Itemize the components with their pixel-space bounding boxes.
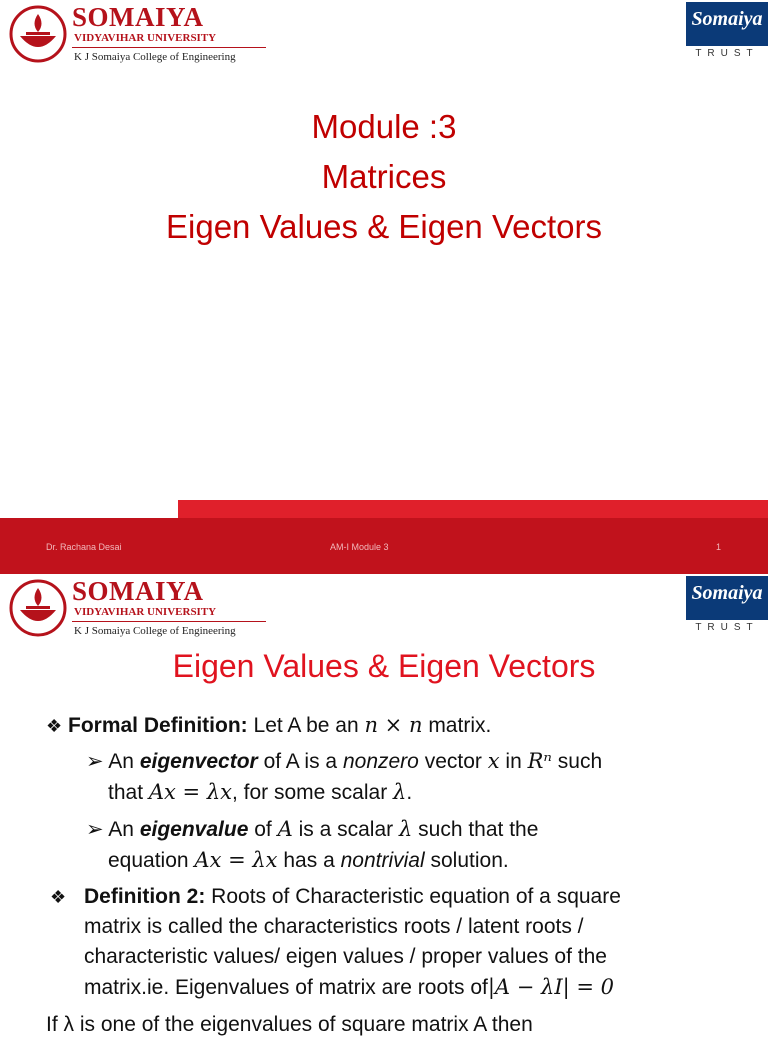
footer-course: AM-I Module 3 — [330, 542, 389, 552]
eval-text-7: solution. — [430, 849, 509, 872]
def1-text-post: matrix. — [428, 714, 492, 737]
trust-logo — [686, 2, 768, 64]
eval-text-1: An — [108, 818, 134, 841]
trust-logo-word: Somaiya — [691, 582, 763, 604]
ev-text-6: that — [108, 781, 144, 804]
somaiya-logo — [8, 2, 268, 68]
slide-2 — [0, 574, 768, 1036]
eval-text-4: such that the — [418, 818, 539, 841]
footer-bar — [0, 518, 768, 574]
title-matrices: Matrices — [321, 158, 447, 195]
nontrivial-emphasis: nontrivial — [340, 849, 425, 872]
arrow-bullet-icon: ➢ — [86, 818, 104, 841]
brand-name: SOMAIYA — [72, 2, 204, 32]
university-name: VIDYAVIHAR UNIVERSITY — [74, 32, 217, 44]
slide-title: Eigen Values & Eigen Vectors — [172, 648, 596, 684]
title-topic: Eigen Values & Eigen Vectors — [166, 208, 602, 245]
logo-divider — [72, 47, 266, 48]
trust-label: TRUST — [695, 622, 759, 633]
def2-line-3: characteristic values/ eigen values / proper values of the — [84, 945, 607, 968]
eval-math-eq: Ax = λx — [194, 848, 278, 872]
footer-accent-bar — [178, 500, 768, 518]
partial-line: If λ is one of the eigenvalues of square matrix A then — [46, 1013, 533, 1036]
eval-text-5: equation — [108, 849, 189, 872]
definition-2-label: Definition 2: — [84, 885, 206, 908]
university-name: VIDYAVIHAR UNIVERSITY — [74, 606, 217, 618]
title-module: Module :3 — [311, 108, 457, 145]
def1-text-pre: Let A be an — [253, 714, 359, 737]
eigenvector-term: eigenvector — [139, 750, 258, 773]
ev-math-lambda: λ — [393, 780, 407, 804]
ev-text-8: . — [406, 781, 413, 804]
somaiya-emblem-icon — [8, 2, 68, 66]
footer-author: Dr. Rachana Desai — [46, 542, 122, 552]
eigenvalue-term: eigenvalue — [139, 818, 249, 841]
diamond-bullet-icon: ❖ — [46, 716, 63, 736]
def2-line-2: matrix is called the characteristics roots / latent roots / — [84, 915, 584, 938]
somaiya-logo — [8, 576, 268, 642]
def1-math: n × n — [364, 713, 423, 737]
ev-text-5: such — [557, 750, 603, 773]
ev-text-1: An — [108, 750, 134, 773]
def2-math: |A − λI| = 0 — [487, 975, 615, 999]
nonzero-emphasis: nonzero — [342, 750, 419, 773]
college-name: K J Somaiya College of Engineering — [74, 51, 236, 63]
ev-text-3: vector — [424, 750, 482, 773]
formal-definition — [46, 710, 491, 741]
diamond-bullet-icon: ❖ — [50, 887, 67, 907]
ev-text-2: of A is a — [263, 750, 338, 773]
brand-name: SOMAIYA — [72, 576, 204, 606]
trust-label: TRUST — [695, 48, 759, 59]
formal-definition-label: Formal Definition: — [68, 714, 248, 737]
eval-math-a: A — [277, 817, 293, 841]
trust-logo-word: Somaiya — [691, 8, 763, 30]
definition-2 — [50, 882, 621, 1003]
college-name: K J Somaiya College of Engineering — [74, 625, 236, 637]
eigenvector-definition — [86, 746, 602, 808]
trust-logo — [686, 576, 768, 638]
eval-math-lambda: λ — [398, 817, 413, 841]
def2-line-1: Roots of Characteristic equation of a square — [211, 885, 621, 908]
eval-text-6: has a — [283, 849, 335, 872]
ev-math-x: x — [487, 749, 500, 773]
footer-page-number: 1 — [716, 542, 722, 552]
logo-divider — [72, 621, 266, 622]
arrow-bullet-icon: ➢ — [86, 750, 104, 773]
ev-math-rn: Rⁿ — [527, 749, 552, 773]
ev-text-7: , for some scalar — [231, 781, 388, 804]
def2-line-4: matrix.ie. Eigenvalues of matrix are roots of — [84, 976, 488, 999]
ev-text-4: in — [505, 750, 522, 773]
somaiya-emblem-icon — [8, 576, 68, 640]
eigenvalue-definition — [86, 814, 538, 876]
eval-text-3: is a scalar — [298, 818, 394, 841]
ev-math-eq: Ax = λx — [148, 780, 232, 804]
eval-text-2: of — [254, 818, 272, 841]
